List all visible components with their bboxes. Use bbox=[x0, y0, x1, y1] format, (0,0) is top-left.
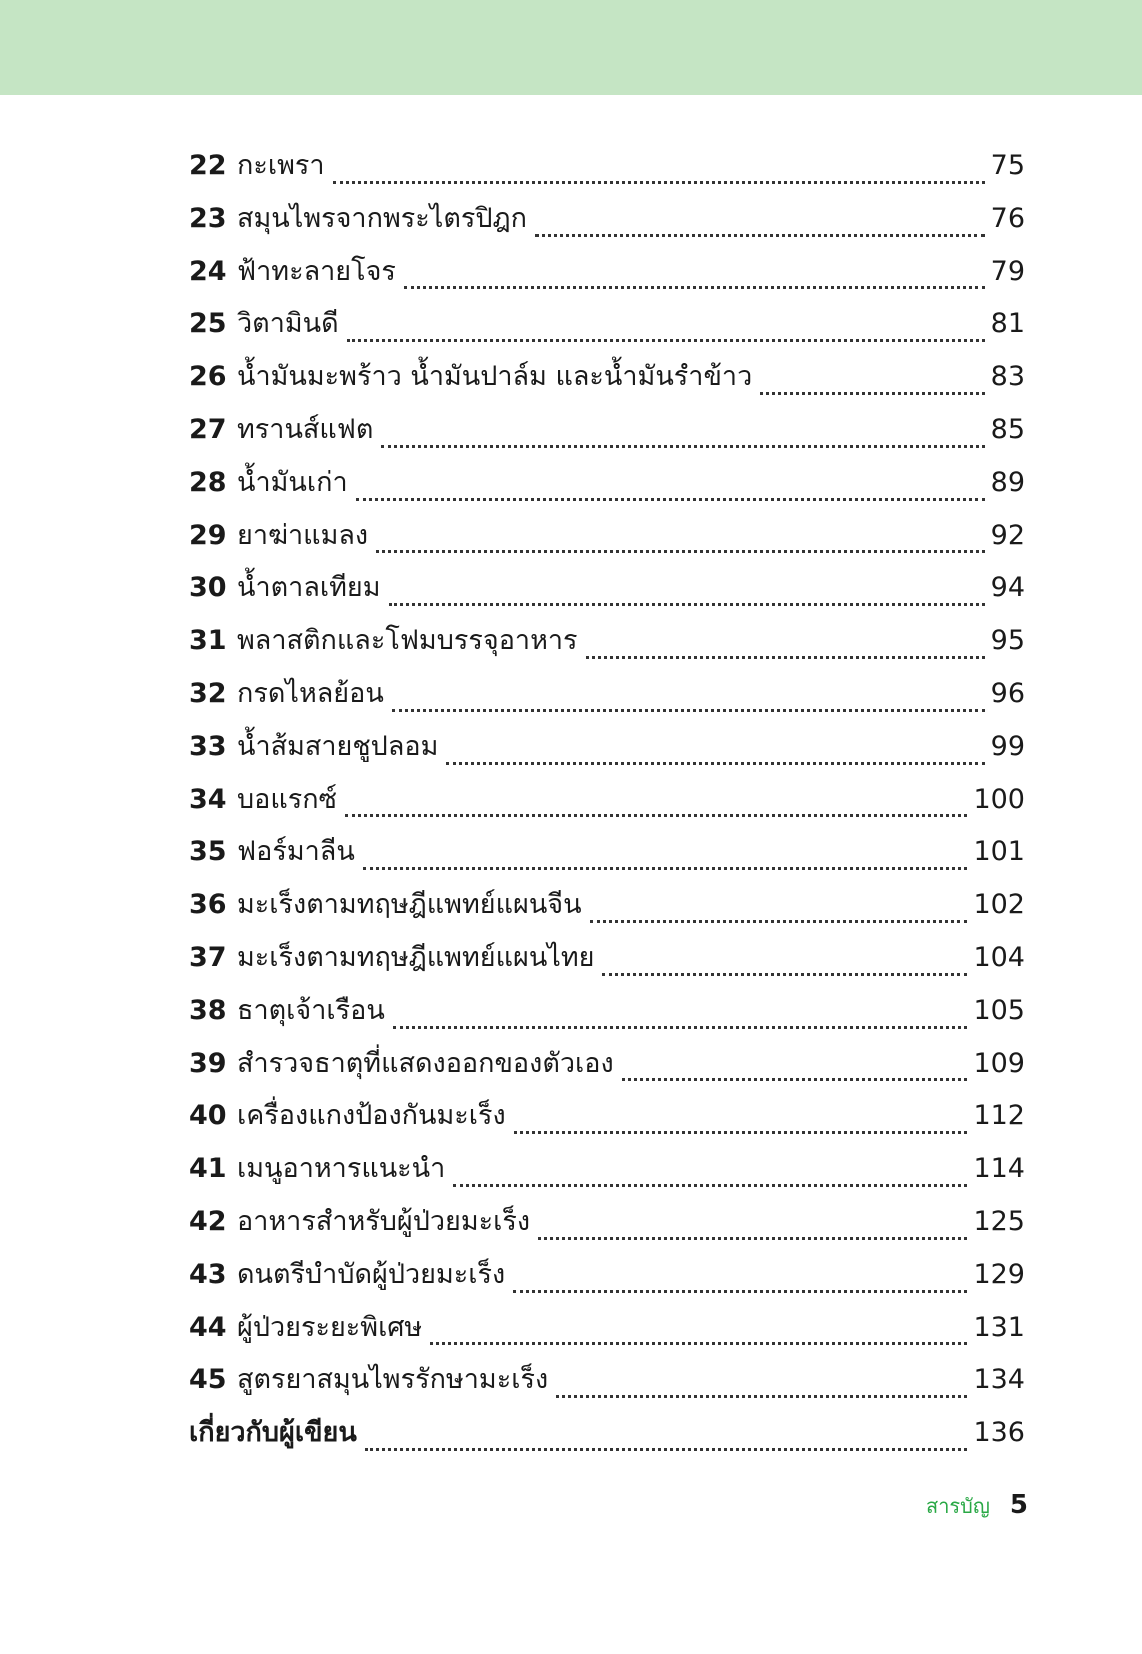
toc-entry-page: 83 bbox=[990, 361, 1025, 393]
dot-leader bbox=[622, 1078, 968, 1081]
toc-entry-title: พลาสติกและโฟมบรรจุอาหาร bbox=[237, 625, 578, 657]
dot-leader bbox=[393, 1026, 968, 1029]
toc-entry-page: 114 bbox=[973, 1153, 1025, 1185]
dot-leader bbox=[333, 181, 985, 184]
toc-entry[interactable] bbox=[189, 1354, 1025, 1407]
toc-entry-page: 75 bbox=[990, 150, 1025, 181]
toc-entry-number: 40 bbox=[189, 1100, 227, 1132]
toc-entry-number: 27 bbox=[189, 413, 227, 445]
dot-leader bbox=[513, 1290, 967, 1293]
toc-entry-number: 25 bbox=[189, 308, 227, 340]
dot-leader bbox=[365, 1448, 968, 1451]
toc-entry-number: 37 bbox=[189, 941, 227, 973]
toc-entry-page: 81 bbox=[990, 308, 1025, 340]
toc-entry-title: ฟอร์มาลีน bbox=[237, 836, 355, 868]
toc-entry-title: สำรวจธาตุที่แสดงออกของตัวเอง bbox=[237, 1047, 614, 1079]
dot-leader bbox=[345, 814, 968, 817]
dot-leader bbox=[347, 339, 985, 342]
toc-entry-title: สมุนไพรจากพระไตรปิฎก bbox=[237, 202, 527, 234]
toc-entry[interactable] bbox=[189, 1038, 1025, 1091]
toc-entry[interactable] bbox=[189, 668, 1025, 721]
toc-entry-page: 104 bbox=[973, 941, 1025, 973]
dot-leader bbox=[514, 1131, 968, 1134]
toc-entry-page: 89 bbox=[990, 466, 1025, 498]
toc-entry-page: 99 bbox=[990, 730, 1025, 762]
toc-entry-number: 35 bbox=[189, 836, 227, 868]
toc-entry[interactable] bbox=[189, 404, 1025, 457]
toc-entry-title: ทรานส์แฟต bbox=[237, 413, 374, 445]
toc-entry[interactable] bbox=[189, 562, 1025, 615]
dot-leader bbox=[602, 973, 967, 976]
toc-entry[interactable] bbox=[189, 193, 1025, 246]
toc-entry[interactable] bbox=[189, 826, 1025, 879]
dot-leader bbox=[381, 445, 984, 448]
toc-entry-page: 101 bbox=[973, 836, 1025, 868]
toc-entry[interactable] bbox=[189, 510, 1025, 563]
toc-entry-number: 22 bbox=[189, 150, 227, 181]
dot-leader bbox=[363, 867, 968, 870]
toc-entry-title: อาหารสำหรับผู้ป่วยมะเร็ง bbox=[237, 1205, 531, 1237]
toc-entry-number: 24 bbox=[189, 255, 227, 287]
toc-entry[interactable] bbox=[189, 246, 1025, 299]
dot-leader bbox=[430, 1342, 967, 1345]
toc-entry-number: 39 bbox=[189, 1047, 227, 1079]
toc-entry[interactable] bbox=[189, 879, 1025, 932]
dot-leader bbox=[446, 762, 984, 765]
toc-entry-title: น้ำมันเก่า bbox=[237, 466, 348, 498]
toc-entry-page: 109 bbox=[973, 1047, 1025, 1079]
toc-entry-number: 23 bbox=[189, 202, 227, 234]
dot-leader bbox=[760, 392, 984, 395]
toc-entry[interactable] bbox=[189, 1302, 1025, 1355]
header-band bbox=[0, 0, 1142, 95]
toc-entry-title: เมนูอาหารแนะนำ bbox=[237, 1153, 446, 1185]
toc-entry-number: 32 bbox=[189, 677, 227, 709]
toc-entry-number: 33 bbox=[189, 730, 227, 762]
dot-leader bbox=[586, 656, 985, 659]
toc-entry[interactable] bbox=[189, 932, 1025, 985]
toc-entry[interactable] bbox=[189, 774, 1025, 827]
toc-entry-title: มะเร็งตามทฤษฎีแพทย์แผนจีน bbox=[237, 889, 582, 921]
dot-leader bbox=[556, 1395, 967, 1398]
toc-entry-number: 43 bbox=[189, 1258, 227, 1290]
toc-entry-page: 100 bbox=[973, 783, 1025, 815]
toc-entry-number: 34 bbox=[189, 783, 227, 815]
toc-entry[interactable] bbox=[189, 615, 1025, 668]
page-footer bbox=[926, 1490, 1028, 1522]
toc-entry-number: 42 bbox=[189, 1205, 227, 1237]
toc-entry-title: กรดไหลย้อน bbox=[237, 677, 384, 709]
toc-entry-title: ผู้ป่วยระยะพิเศษ bbox=[237, 1311, 423, 1343]
page-number: 5 bbox=[1009, 1490, 1028, 1520]
toc-entry-title: น้ำตาลเทียม bbox=[237, 572, 381, 604]
toc-entry-number: 31 bbox=[189, 625, 227, 657]
toc-entry-page: 105 bbox=[973, 994, 1025, 1026]
dot-leader bbox=[535, 234, 985, 237]
dot-leader bbox=[392, 709, 985, 712]
toc-entry-title: น้ำส้มสายชูปลอม bbox=[237, 730, 439, 762]
toc-entry-title: บอแรกซ์ bbox=[237, 783, 337, 815]
toc-entry[interactable] bbox=[189, 1249, 1025, 1302]
toc-entry[interactable] bbox=[189, 140, 1025, 193]
toc-entry-page: 92 bbox=[990, 519, 1025, 551]
toc-entry[interactable] bbox=[189, 721, 1025, 774]
toc-entry-title: เครื่องแกงป้องกันมะเร็ง bbox=[237, 1100, 506, 1132]
toc-entry-number: 44 bbox=[189, 1311, 227, 1343]
toc-entry[interactable] bbox=[189, 351, 1025, 404]
dot-leader bbox=[538, 1237, 967, 1240]
toc-entry-title: มะเร็งตามทฤษฎีแพทย์แผนไทย bbox=[237, 941, 595, 973]
toc-entry-number: 30 bbox=[189, 572, 227, 604]
toc-entry-page: 79 bbox=[990, 255, 1025, 287]
toc-entry[interactable] bbox=[189, 1090, 1025, 1143]
toc-entry[interactable] bbox=[189, 298, 1025, 351]
toc-entry-number: 28 bbox=[189, 466, 227, 498]
dot-leader bbox=[356, 498, 985, 501]
toc-entry-title: ฟ้าทะลายโจร bbox=[237, 255, 396, 287]
toc-entry-number: 41 bbox=[189, 1153, 227, 1185]
toc-entry[interactable] bbox=[189, 1143, 1025, 1196]
toc-entry[interactable] bbox=[189, 985, 1025, 1038]
toc-entry[interactable] bbox=[189, 1196, 1025, 1249]
toc-entry-page: 102 bbox=[973, 889, 1025, 921]
table-of-contents bbox=[189, 140, 1025, 1460]
toc-entry-page: 125 bbox=[973, 1205, 1025, 1237]
toc-entry-number: 29 bbox=[189, 519, 227, 551]
toc-entry-page: 95 bbox=[990, 625, 1025, 657]
toc-entry-number: 38 bbox=[189, 994, 227, 1026]
toc-entry-page: 134 bbox=[973, 1364, 1025, 1396]
toc-entry-page: 94 bbox=[990, 572, 1025, 604]
toc-entry-title: ธาตุเจ้าเรือน bbox=[237, 994, 385, 1026]
toc-entry-title: น้ำมันมะพร้าว น้ำมันปาล์ม และน้ำมันรำข้าว bbox=[237, 361, 753, 393]
toc-entry-title: ดนตรีบำบัดผู้ป่วยมะเร็ง bbox=[237, 1258, 506, 1290]
toc-entry-title: กะเพรา bbox=[237, 150, 325, 181]
toc-entry-page: 129 bbox=[973, 1258, 1025, 1290]
dot-leader bbox=[389, 603, 985, 606]
toc-entry[interactable] bbox=[189, 457, 1025, 510]
dot-leader bbox=[590, 920, 968, 923]
toc-entry-number: 36 bbox=[189, 889, 227, 921]
toc-entry-page: 85 bbox=[990, 413, 1025, 445]
toc-entry-page: 112 bbox=[973, 1100, 1025, 1132]
toc-entry-title: วิตามินดี bbox=[237, 308, 339, 340]
toc-entry-page: 131 bbox=[973, 1311, 1025, 1343]
toc-entry-page: 136 bbox=[973, 1417, 1025, 1449]
toc-entry-number: 26 bbox=[189, 361, 227, 393]
toc-entry-title: สูตรยาสมุนไพรรักษามะเร็ง bbox=[237, 1364, 549, 1396]
toc-entry-title: เกี่ยวกับผู้เขียน bbox=[189, 1417, 357, 1449]
toc-entry-title: ยาฆ่าแมลง bbox=[237, 519, 369, 551]
toc-entry[interactable] bbox=[189, 1407, 1025, 1460]
footer-section-label: สารบัญ bbox=[925, 1494, 990, 1518]
toc-entry-page: 96 bbox=[990, 677, 1025, 709]
toc-entry-page: 76 bbox=[990, 202, 1025, 234]
dot-leader bbox=[404, 286, 985, 289]
dot-leader bbox=[453, 1184, 967, 1187]
toc-entry-number: 45 bbox=[189, 1364, 227, 1396]
dot-leader bbox=[376, 550, 985, 553]
